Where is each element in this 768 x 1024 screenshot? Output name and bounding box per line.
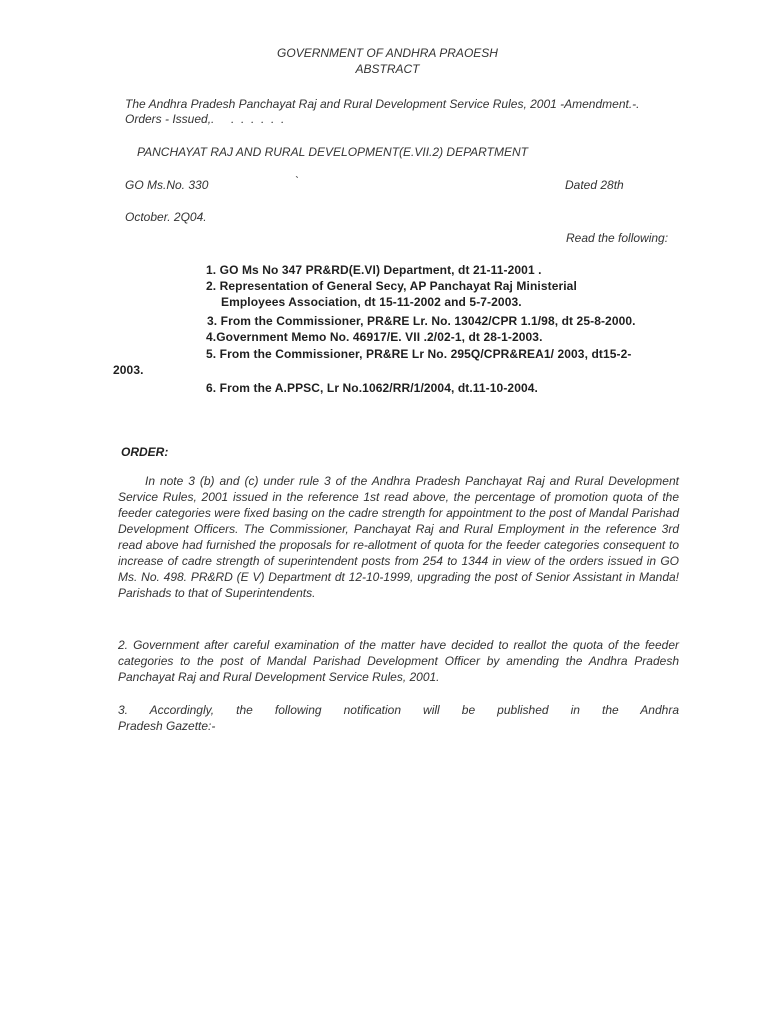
go-number: GO Ms.No. 330 bbox=[125, 178, 209, 192]
reference-5-continued: 2003. bbox=[113, 363, 144, 377]
order-heading: ORDER: bbox=[121, 445, 169, 459]
government-heading: GOVERNMENT OF ANDHRA PRAOESH bbox=[277, 46, 498, 60]
reference-6: 6. From the A.PPSC, Lr No.1062/RR/1/2004, dt.11-10-2004. bbox=[206, 381, 538, 395]
subject-line-1: The Andhra Pradesh Panchayat Raj and Rural Development Service Rules, 2001 -Amendment.-. bbox=[125, 97, 640, 111]
go-date-continued: October. 2Q04. bbox=[125, 210, 207, 224]
order-paragraph-2: 2. Government after careful examination of the matter have decided to reallot the quota of the feeder categories to the post of Mandal Parishad Development Officer by amending the Andhra Pradesh Panchayat Raj and Rural Development Service Rules, 2001. bbox=[118, 638, 679, 684]
order-paragraph-3-line-1: 3. Accordingly, the following notification will be published in the Andhra bbox=[118, 703, 679, 717]
order-paragraph-1: In note 3 (b) and (c) under rule 3 of the Andhra Pradesh Panchayat Raj and Rural Development Service Rules, 2001 issued in the reference 1st read above, the percentage of promotion quota of the feeder categories were fixed basing on the cadre strength for appointment to the post of Mandal Parishad Development Officers. The Commissioner, Panchayat Raj and Rural Employment in the reference 3rd read above had furnished the proposals for re-allotment of quota for the feeder categories consequent to increase of cadre strength of superintendent posts from 254 to 1344 in view of the orders issued in GO Ms. No. 498. PR&RD (E V) Department dt 12-10-1999, upgrading the post of Senior Assistant in Manda! Parishads to that of Superintendents. bbox=[118, 474, 679, 600]
reference-2-continued: Employees Association, dt 15-11-2002 and 5-7-2003. bbox=[221, 295, 522, 309]
abstract-heading: ABSTRACT bbox=[355, 62, 420, 76]
reference-5: 5. From the Commissioner, PR&RE Lr No. 295Q/CPR&REA1/ 2003, dt15-2- bbox=[206, 347, 632, 361]
order-paragraph-3 bbox=[118, 702, 679, 734]
subject-line-2: Orders - Issued,. . . . . . . bbox=[125, 112, 285, 126]
stray-tick-mark: ` bbox=[295, 174, 299, 188]
reference-2: 2. Representation of General Secy, AP Panchayat Raj Ministerial bbox=[206, 279, 577, 293]
read-following-label: Read the following: bbox=[566, 231, 669, 245]
reference-3: 3. From the Commissioner, PR&RE Lr. No. 13042/CPR 1.1/98, dt 25-8-2000. bbox=[207, 314, 636, 328]
department-name: PANCHAYAT RAJ AND RURAL DEVELOPMENT(E.VII.2) DEPARTMENT bbox=[137, 145, 528, 159]
order-paragraph-3-line-2: Pradesh Gazette:- bbox=[118, 719, 216, 733]
reference-4: 4.Government Memo No. 46917/E. VII .2/02-1, dt 28-1-2003. bbox=[206, 330, 543, 344]
go-date: Dated 28th bbox=[565, 178, 624, 192]
reference-1: 1. GO Ms No 347 PR&RD(E.VI) Department, dt 21-11-2001 . bbox=[206, 263, 542, 277]
